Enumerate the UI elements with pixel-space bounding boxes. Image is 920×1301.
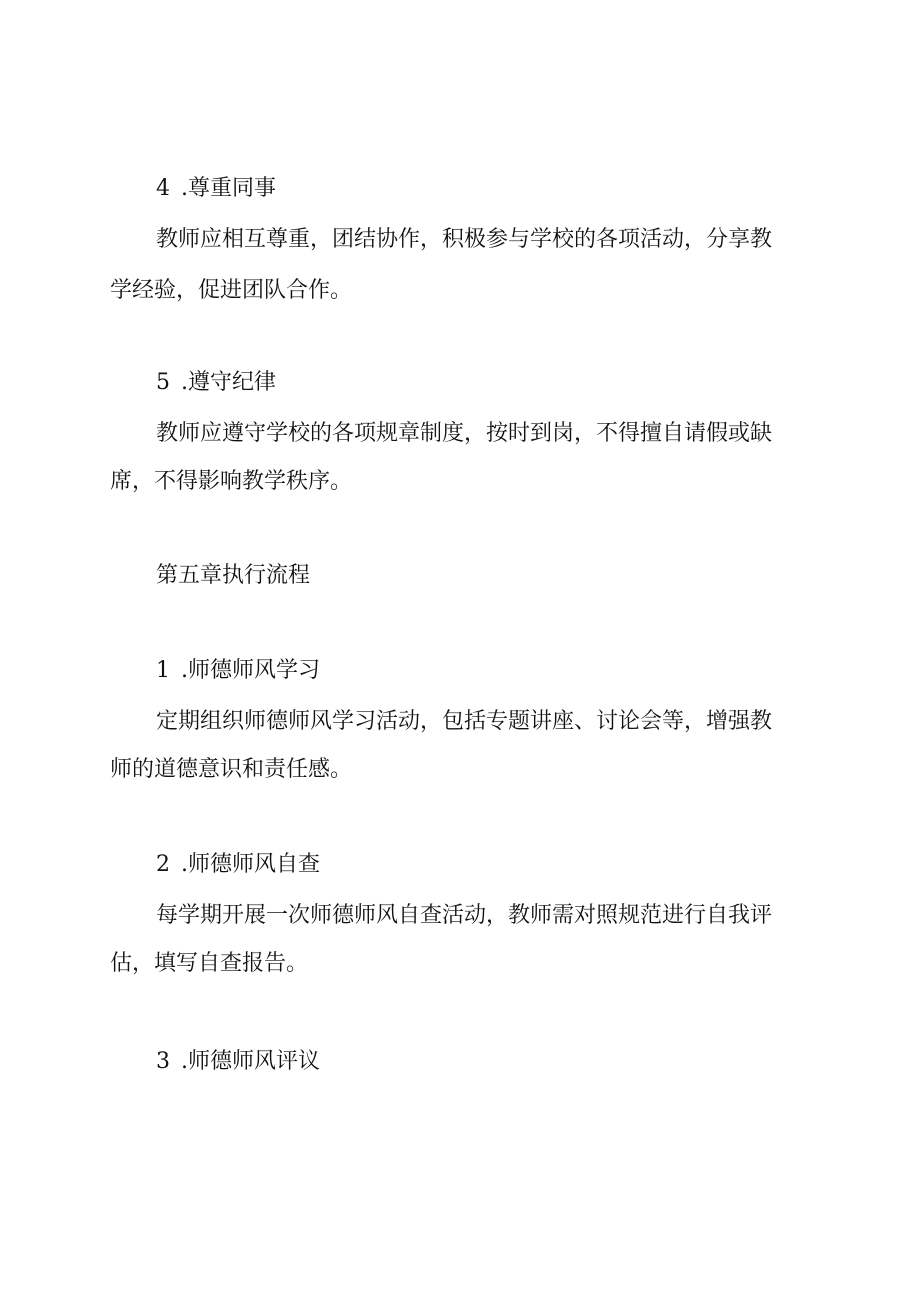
item-number: 2	[156, 852, 170, 877]
paragraph-line: 学经验，促进团队合作。	[110, 278, 353, 303]
item-title: .师德师风自查	[181, 852, 320, 877]
section-heading	[156, 368, 276, 398]
section-heading	[156, 174, 276, 204]
item-title: .师德师风学习	[181, 658, 320, 683]
item-title: .师德师风评议	[181, 1049, 320, 1074]
paragraph-line: 估，填写自查报告。	[110, 951, 309, 976]
paragraph-line: 师的道德意识和责任感。	[110, 757, 353, 782]
item-heading	[156, 656, 320, 686]
paragraph-line: 定期组织师德师风学习活动，包括专题讲座、讨论会等，增强教	[156, 709, 773, 734]
item-number: 1	[156, 658, 170, 683]
chapter-title: 第五章执行流程	[156, 563, 311, 588]
paragraph-line: 教师应相互尊重，团结协作，积极参与学校的各项活动，分享教	[156, 227, 773, 252]
item-heading	[156, 1047, 320, 1077]
section-title: .尊重同事	[181, 176, 276, 201]
paragraph-line: 教师应遵守学校的各项规章制度，按时到岗，不得擅自请假或缺	[156, 421, 773, 446]
section-number: 4	[156, 176, 170, 201]
paragraph-line: 每学期开展一次师德师风自查活动，教师需对照规范进行自我评	[156, 903, 773, 928]
item-number: 3	[156, 1049, 170, 1074]
item-heading	[156, 850, 320, 880]
section-number: 5	[156, 370, 170, 395]
paragraph-line: 席，不得影响教学秩序。	[110, 469, 353, 494]
section-title: .遵守纪律	[181, 370, 276, 395]
